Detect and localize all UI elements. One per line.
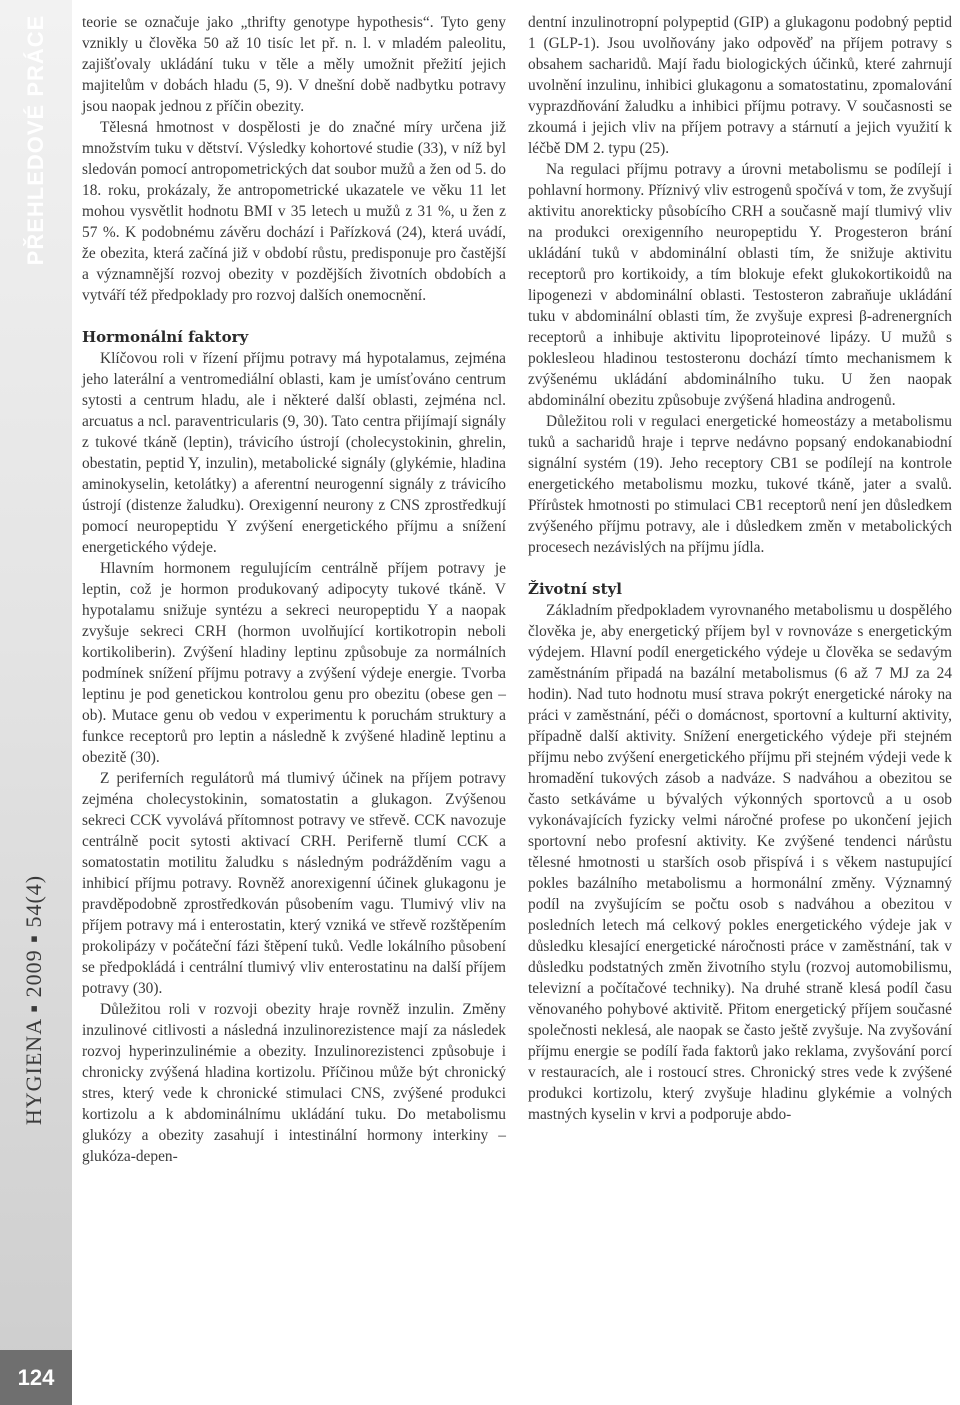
paragraph: Důležitou roli v regulaci energetické homeostázy a metabolismu tuků a sacharidů hraje i teprve nedávno popsaný endokanabiodní signální systém (19). Jeho receptory CB1 se podílejí na kontrole energetického metabolismu mozku, tukové tkáně, jater a svalů. Přírůstek hmotnosti po stimulaci CB1 receptorů není jen důsledkem zvýšeného příjmu potravy, ale i důsledkem změn v metabolických procesech nezávislých na příjmu jídla. <box>528 413 952 556</box>
paragraph: Základním předpokladem vyrovnaného metabolismu u dospělého člověka je, aby energetický příjem byl v rovnováze s energetickým výdejem. Hlavní podíl energetického výdeje u člověka se sedavým zaměstnáním připadá na bazální metabolismus (6 až 7 MJ za 24 hodin). Nad tuto hodnotu musí strava pokrýt energetické nároky na práci v zaměstnání, péči o domácnost, sportovní a kulturní aktivity, případně další aktivity. Snížení energetického výdeje při stejném příjmu nebo zvýšení energetického příjmu při stejném výdeji vede k hromadění tukových zásob a nadváze. S nadváhou a obezitou se často setkáváme u bývalých výkonných sportovců a u osob vykonávajících fyzicky velmi náročné profese po ukončení jejich sportovní nebo profesní aktivity. Ke zvýšené tendenci nárůstu tělesné hmotnosti u starších osob přispívá i s věkem nastupující pokles bazálního metabolismu a hormonální změny. Významný podíl na zvyšujícím se počtu osob s nadváhou a obezitou v posledních letech má celkový pokles energetického výdeje jak v důsledku klesající energetické náročnosti práce v zaměstnání, tak v důsledku podstatných změn životního stylu (rozvoj automobilismu, televizní a počítačové techniky). Na druhé straně klesá podíl času věnovaného pohybové aktivitě. Přitom energetický příjem současné společnosti neklesá, ale naopak se často ještě zvyšuje. Na zvyšování příjmu energie se podílí řada faktorů jako reklama, zvyšování porcí v restauracích, ale i rostoucí stres. Chronický stres vede k zvýšené produkci kortizolu, který zvyšuje hladinu glykémie a volných mastných kyselin v krvi a podporuje abdo- <box>528 602 952 1123</box>
paragraph: teorie se označuje jako „thrifty genotype hypothesis“. Tyto geny vznikly u člověka 50 až 10 tisíc let př. n. l. v mladém paleolitu, zajišťovaly ukládání tuku v těle a měly umožnit přežití jejich majitelům v dobách hladu (5, 9). V dnešní době nadbytku potravy jsou naopak jednou z příčin obezity. <box>82 14 506 115</box>
paragraph: Hlavním hormonem regulujícím centrálně příjem potravy je leptin, což je hormon produkovaný adipocyty tukové tkáně. V hypotalamu snižuje syntézu a sekreci neuropeptidu Y a naopak zvyšuje sekreci CRH (hormon uvolňující kortikotropin neboli kortikoliberin). Zvýšení hladiny leptinu způsobuje za normálních podmínek snížení příjmu potravy a zvýšení výdeje energie. Tvorba leptinu je pod genetickou kontrolou genu pro obezitu (obese gen – ob). Mutace genu ob vedou v experimentu k poruchám struktury a funkce receptorů pro leptin a následně k zvýšené hladině leptinu a obezitě (30). <box>82 560 506 766</box>
section-heading: Hormonální faktory <box>82 328 249 346</box>
journal-label: HYGIENA ▪ 2009 ▪ 54(4) <box>21 874 46 1126</box>
paragraph: Na regulaci příjmu potravy a úrovni metabolismu se podílejí i pohlavní hormony. Příznivý vliv estrogenů spočívá v tom, že zvyšují aktivitu anorekticky působícího CRH a současně mají tlumivý vliv na produkci orexigenního neuropeptidu Y. Progesteron brání ukládání tuků v abdominální oblasti tím, že snižuje aktivitu receptorů pro kortikoidy, a tím blokuje efekt glukokortikoidů na lipogenezi v abdominální oblasti. Testosteron zabraňuje ukládání tuku v abdominální oblasti tím, že zvyšuje expresi β-adrenergních receptorů a inhibuje aktivitu lipoproteinové lipázy. U mužů s poklesleou hladinou testosteronu dochází tímto mechanismem k zvýšenému ukládání abdominálního tuku. U žen naopak abdominální obezitu způsobuje zvýšená hladina androgenů. <box>528 161 952 409</box>
paragraph: Důležitou roli v rozvoji obezity hraje rovněž inzulin. Změny inzulinové citlivosti a následná inzulinorezistence mají za následek rozvoj hyperinzulinémie a obezity. Inzulinorezistenci způsobuje i chronicky zvýšená hladina kortizolu. Příčinou může být chronický stres, který vede k chronické stimulaci CNS, zvýšené produkci kortizolu a k abdominálnímu ukládání tuku. Do metabolismu glukózy a obezity zasahují i intestinální hormony interkiny – glukóza-depen- <box>82 1001 506 1165</box>
paragraph: Tělesná hmotnost v dospělosti je do značné míry určena již množstvím tuku v dětství. Výsledky kohortové studie (33), v níž byl sledován pomocí antropometrických dat soubor mužů a žen od 5. do 18. roku, prokázaly, že antropometrické ukazatele ve věku 11 let mohou vysvětlit hodnotu BMI v 35 letech u mužů z 31 %, u žen z 57 %. K podobnému závěru dochází i Pařízková (24), která uvádí, že obezita, která začíná již v období růstu, predisponuje pro častější a významnější rozvoj obezity v pozdějších životních obdobích a vytváří též předpoklady pro rozvoj dalších onemocnění. <box>82 119 506 304</box>
page-number: 124 <box>0 1350 72 1405</box>
paragraph: Klíčovou roli v řízení příjmu potravy má hypotalamus, zejména jeho laterální a ventromediální oblasti, kam je umísťováno centrum sytosti a centrum hladu, ale i některé další oblasti, zejména ncl. arcuatus a ncl. paraventricularis (9, 30). Tato centra přijímají signály z tukové tkáně (leptin), trávicího ústrojí (cholecystokinin, ghrelin, obestatin, peptid Y, inzulin), metabolické signály (glykémie, hladina aminokyselin, ketolátky) a aferentní neurogenní signály z trávicího ústrojí (distenze žaludku). Orexigenní neurony z CNS zprostředkují pomocí neuropeptidu Y zvýšení energetického příjmu a snížení energetického výdeje. <box>82 350 506 556</box>
paragraph: dentní inzulinotropní polypeptid (GIP) a glukagonu podobný peptid 1 (GLP-1). Jsou uvolňovány jako odpověď na příjem potravy s obsahem sacharidů. Mají řadu biologických účinků, které zahrnují uvolnění inzulinu, inhibici glukagonu a somatostatinu, zpomalování vyprazdňování žaludku a inhibici příjmu potravy. V současnosti se zkoumá i jejich vliv na příjem potravy a stárnutí a jejich využití k léčbě DM 2. typu (25). <box>528 14 952 157</box>
sidebar <box>0 0 72 1405</box>
section-label: PŘEHLEDOVÉ PRÁCE <box>23 14 48 266</box>
left-column <box>82 12 506 1167</box>
right-column <box>528 12 952 1125</box>
paragraph: Z periferních regulátorů má tlumivý účinek na příjem potravy zejména cholecystokinin, somatostatin a glukagon. Zvýšenou sekreci CCK vyvolává přítomnost potravy ve střevě. CCK navozuje centrálně pocit sytosti aktivací CRH. Periferně tlumí CCK a somatostatin motilitu žaludku s následným podrážděním vagu a inhibicí příjmu potravy. Rovněž anorexigenní účinek glukagonu je pravděpodobně zprostředkován působením vagu. Tlumivý vliv na příjem potravy má i enterostatin, který vzniká ve střevě rozštěpením prokolipázy v počáteční fázi štěpení tuků. Vedle lokálního působení se předpokládá i centrální tlumivý vliv enterostatinu na další příjem potravy (30). <box>82 770 506 997</box>
section-heading: Životní styl <box>528 580 622 598</box>
